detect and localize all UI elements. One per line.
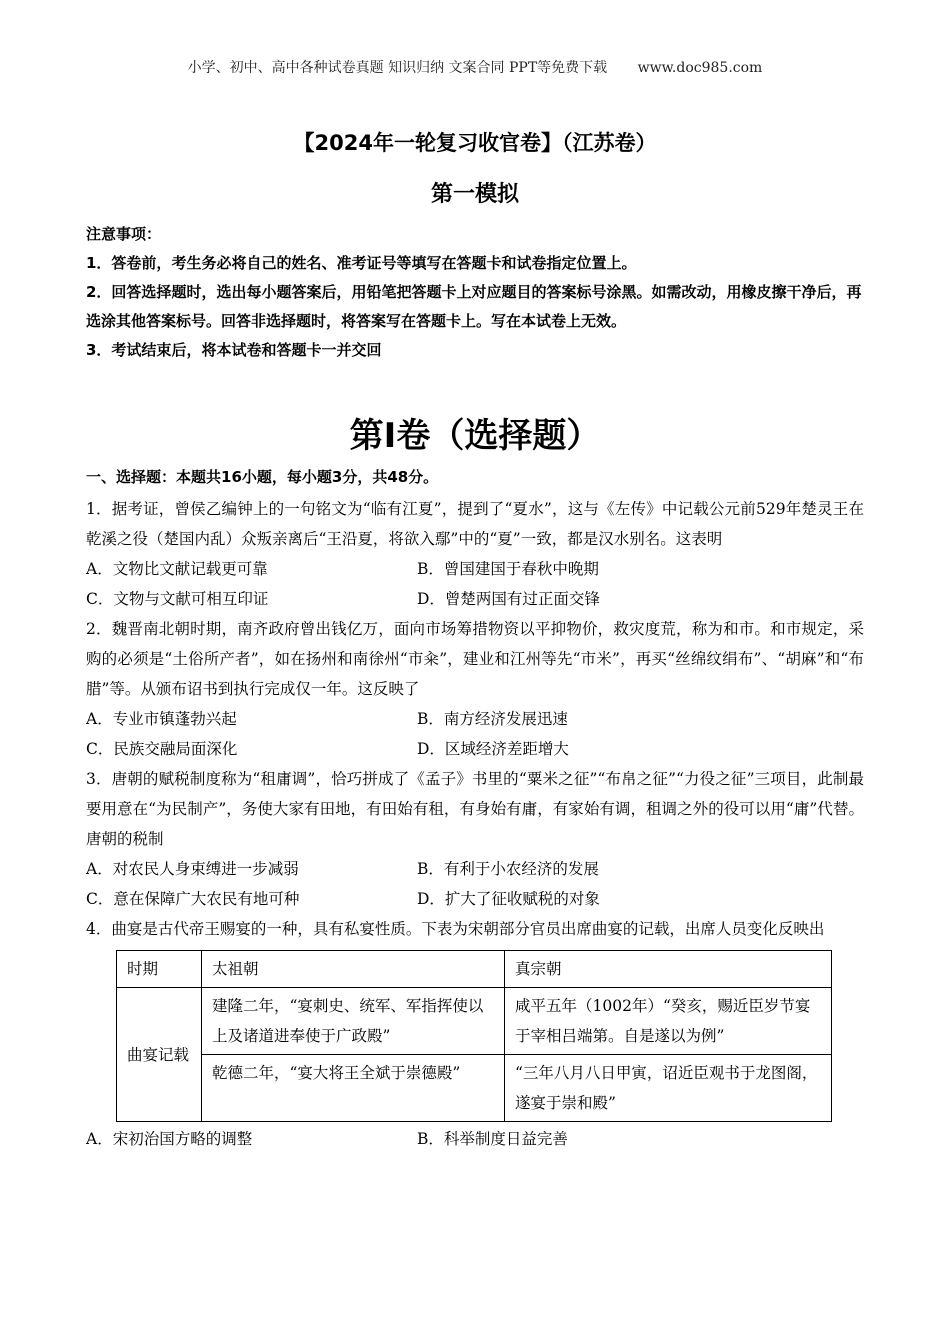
option-d: D．区域经济差距增大 (417, 740, 569, 758)
option-b: B．有利于小农经济的发展 (417, 860, 599, 878)
option-b: B．曾国建国于春秋中晚期 (417, 560, 599, 578)
notes-block (86, 220, 866, 365)
table-header-cell: 真宗朝 (505, 951, 832, 988)
option-b: B．科举制度日益完善 (417, 1130, 568, 1148)
notes-heading: 注意事项： (86, 225, 162, 243)
option-a: A．对农民人身束缚进一步减弱 (86, 860, 299, 878)
option-list (86, 854, 864, 914)
option-a: A．文物比文献记载更可靠 (86, 560, 268, 578)
option-list (86, 554, 864, 614)
table-header-cell: 太祖朝 (202, 951, 505, 988)
part-heading: 一、选择题：本题共16小题，每小题3分，共48分。 (86, 468, 439, 486)
question-stem: 1．据考证，曾侯乙编钟上的一句铭文为“临有江夏”，提到了“夏水”，这与《左传》中记载公元前529年楚灵王在乾溪之役（楚国内乱）众叛亲离后“王沿夏，将欲入鄢”中的“夏”一致，都是汉水别名。这表明 (86, 500, 864, 548)
option-a: A．宋初治国方略的调整 (86, 1130, 253, 1148)
header-url[interactable]: www.doc985.com (637, 60, 763, 76)
option-d: D．曾楚两国有过正面交锋 (417, 590, 600, 608)
table-cell: 乾德二年，“宴大将王全斌于崇德殿” (202, 1055, 505, 1122)
table-cell: “三年八月八日甲寅，诏近臣观书于龙图阁，遂宴于崇和殿” (505, 1055, 832, 1122)
exam-subtitle: 第一模拟 (430, 182, 519, 207)
option-c: C．民族交融局面深化 (86, 740, 238, 758)
question-2 (86, 614, 864, 764)
option-list (86, 1124, 864, 1154)
option-d: D．扩大了征收赋税的对象 (417, 890, 600, 908)
exam-title: 【2024年一轮复习收官卷】（江苏卷） (293, 131, 657, 155)
option-c: C．意在保障广大农民有地可种 (86, 890, 300, 908)
note-item: 2．回答选择题时，选出每小题答案后，用铅笔把答题卡上对应题目的答案标号涂黑。如需改动，用橡皮擦干净后，再选涂其他答案标号。回答非选择题时，将答案写在答题卡上。写在本试卷上无效。 (86, 283, 862, 330)
section-title: 第Ⅰ卷（选择题） (349, 416, 601, 456)
feast-table (116, 950, 832, 1122)
table-header-row (117, 951, 832, 988)
question-3 (86, 764, 864, 914)
table-row (117, 988, 832, 1055)
question-4 (86, 914, 864, 1154)
option-list (86, 704, 864, 764)
row-label: 曲宴记载 (117, 988, 202, 1122)
question-1 (86, 494, 864, 614)
note-item: 1．答卷前，考生务必将自己的姓名、准考证号等填写在答题卡和试卷指定位置上。 (86, 254, 637, 272)
option-c: C．文物与文献可相互印证 (86, 590, 269, 608)
table-header-cell: 时期 (117, 951, 202, 988)
page-header (0, 57, 950, 77)
option-a: A．专业市镇蓬勃兴起 (86, 710, 237, 728)
question-list (86, 494, 864, 1154)
question-stem: 2．魏晋南北朝时期，南齐政府曾出钱亿万，面向市场筹措物资以平抑物价，救灾度荒，称为和市。和市规定，采购的必须是“土俗所产者”，如在扬州和南徐州“市籴”，建业和江州等先“市米”，再买“丝绵纹绢布”、“胡麻”和“布腊”等。从颁布诏书到执行完成仅一年。这反映了 (86, 620, 864, 698)
option-b: B．南方经济发展迅速 (417, 710, 568, 728)
table-cell: 建隆二年，“宴刺史、统军、军指挥使以上及诸道进奉使于广政殿” (202, 988, 505, 1055)
table-row (117, 1055, 832, 1122)
header-text: 小学、初中、高中各种试卷真题 知识归纳 文案合同 PPT等免费下载 (187, 60, 608, 76)
question-stem: 3．唐朝的赋税制度称为“租庸调”，恰巧拼成了《孟子》书里的“粟米之征”“布帛之征”“力役之征”三项目，此制最要用意在“为民制产”，务使大家有田地，有田始有租，有身始有庸，有家始有调，租调之外的役可以用“庸”代替。唐朝的税制 (86, 770, 864, 848)
note-item: 3．考试结束后，将本试卷和答题卡一并交回 (86, 341, 382, 359)
table-cell: 咸平五年（1002年）“癸亥，赐近臣岁节宴于宰相吕端第。自是遂以为例” (505, 988, 832, 1055)
question-stem: 4．曲宴是古代帝王赐宴的一种，具有私宴性质。下表为宋朝部分官员出席曲宴的记载，出席人员变化反映出 (86, 920, 825, 938)
